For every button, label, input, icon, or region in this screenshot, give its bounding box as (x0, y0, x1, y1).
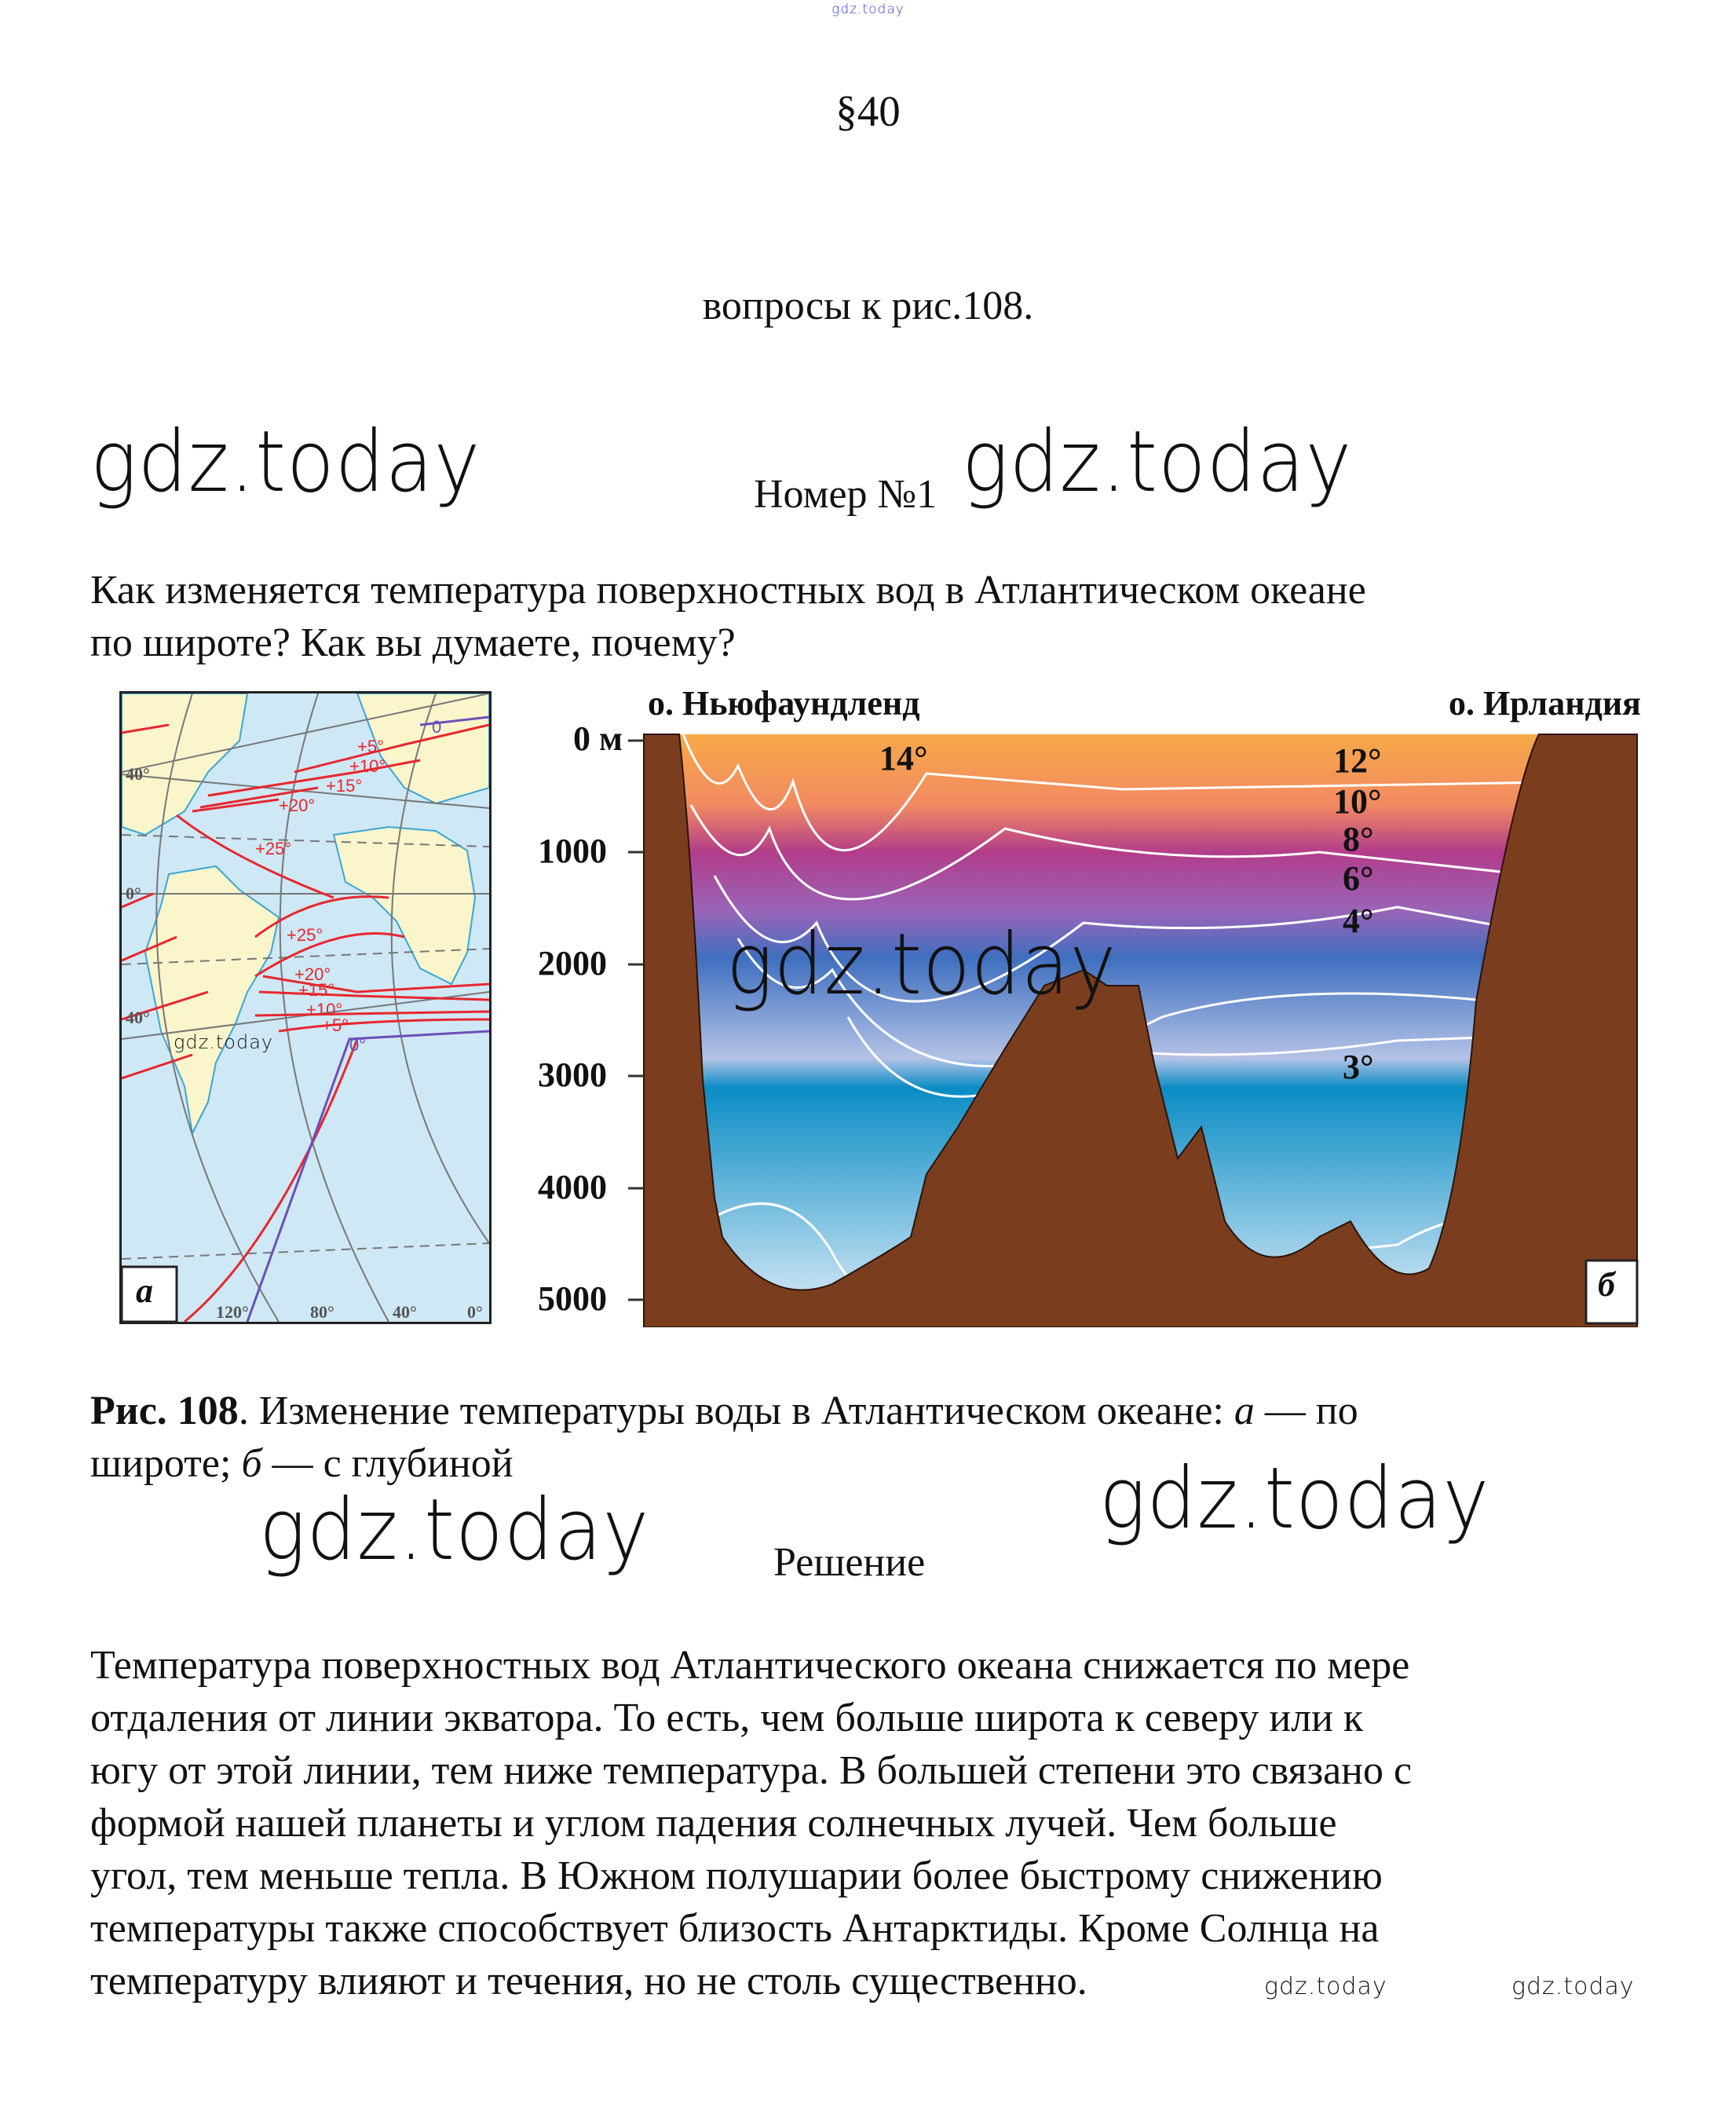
svg-text:120°: 120° (216, 1302, 249, 1322)
isotherm-label: +5° (322, 1015, 349, 1035)
question-text (90, 564, 1366, 669)
svg-text:0: 0 (432, 717, 442, 737)
depth-tick: 0 м (573, 719, 623, 758)
isotherm-label: +5° (357, 737, 384, 756)
question-line: Как изменяется температура поверхностных вод в Атлантическом океане (90, 568, 1366, 613)
solution-line: югу от этой линии, тем ниже температура. В большей степени это связано с (90, 1748, 1413, 1793)
isotherm-label: +10° (306, 1000, 343, 1019)
svg-text:0°: 0° (126, 884, 141, 903)
depth-section (534, 684, 1641, 1327)
section-subtitle: вопросы к рис.108. (702, 284, 1034, 328)
solution-line: угол, тем меньше тепла. В Южном полушарии более быстрому снижению (90, 1853, 1383, 1898)
watermark: gdz.today (726, 916, 1117, 1014)
task-number: Номер №1 (754, 472, 937, 517)
caption-text: — по (1254, 1389, 1358, 1433)
isotherm-label: +15° (298, 980, 335, 1000)
isotherm-label: +25° (287, 925, 323, 945)
isotherm-label: 14° (879, 739, 928, 778)
depth-tick: 1000 (538, 832, 607, 870)
top-watermark: gdz.today (831, 2, 905, 17)
isotherm-label: 8° (1343, 820, 1374, 858)
isotherm-label: 6° (1343, 859, 1374, 898)
panel-label-a: а (136, 1272, 153, 1310)
watermark: gdz.today (90, 413, 481, 511)
solution-line: температуру влияют и течения, но не столь существенно. (90, 1959, 1087, 2003)
isotherm-label: 10° (1333, 782, 1382, 821)
solution-title: Решение (773, 1540, 926, 1585)
depth-tick: 2000 (538, 944, 607, 982)
isotherm-label: +20° (294, 964, 331, 984)
caption-a: а (1233, 1389, 1255, 1433)
watermark: gdz.today (1264, 1973, 1387, 2000)
isotherm-label: +20° (279, 796, 316, 815)
svg-text:40°: 40° (393, 1302, 417, 1322)
right-label: о. Ирландия (1448, 684, 1641, 723)
isotherm-label: +25° (255, 839, 292, 858)
caption-figure-number: Рис. 108 (90, 1389, 239, 1433)
watermark: gdz.today (1099, 1450, 1490, 1548)
isotherm-map (119, 691, 492, 1324)
solution-line: формой нашей планеты и углом падения солнечных лучей. Чем больше (90, 1801, 1337, 1846)
watermark: gdz.today (962, 413, 1353, 511)
isotherm-label: 4° (1343, 902, 1374, 940)
watermark: gdz.today (259, 1481, 650, 1579)
isotherm-label: +10° (349, 756, 386, 776)
solution-line: Температура поверхностных вод Атлантического океана снижается по мере (90, 1643, 1410, 1688)
caption-text: — с глубиной (261, 1441, 513, 1486)
isotherm-label: +15° (326, 776, 363, 796)
watermark: gdz.today (1511, 1973, 1635, 2000)
left-label: о. Ньюфаундленд (648, 684, 920, 723)
solution-text (90, 1639, 1412, 2007)
solution-line: отдаления от линии экватора. То есть, чем больше широта к северу или к (90, 1696, 1364, 1740)
svg-text:0°: 0° (467, 1302, 483, 1322)
solution-line: температуры также способствует близость Антарктиды. Кроме Солнца на (90, 1906, 1380, 1951)
caption-b: б (241, 1441, 262, 1486)
panel-label-b: б (1598, 1265, 1615, 1304)
watermark: gdz.today (174, 1031, 274, 1053)
depth-tick: 5000 (538, 1279, 607, 1318)
svg-text:80°: 80° (310, 1302, 334, 1322)
caption-text: широте; (90, 1441, 242, 1486)
svg-text:40°: 40° (126, 764, 150, 784)
svg-text:40°: 40° (126, 1008, 150, 1027)
depth-tick: 3000 (538, 1056, 607, 1094)
paragraph-heading: §40 (835, 87, 901, 135)
isotherm-label: 3° (1343, 1048, 1374, 1086)
isotherm-label: 12° (1333, 741, 1382, 780)
caption-text: . Изменение температуры воды в Атлантическом океане: (238, 1389, 1234, 1433)
depth-tick: 4000 (538, 1168, 607, 1206)
svg-text:0°: 0° (349, 1035, 367, 1055)
question-line: по широте? Как вы думаете, почему? (90, 620, 736, 665)
map-graphic (122, 693, 489, 1322)
